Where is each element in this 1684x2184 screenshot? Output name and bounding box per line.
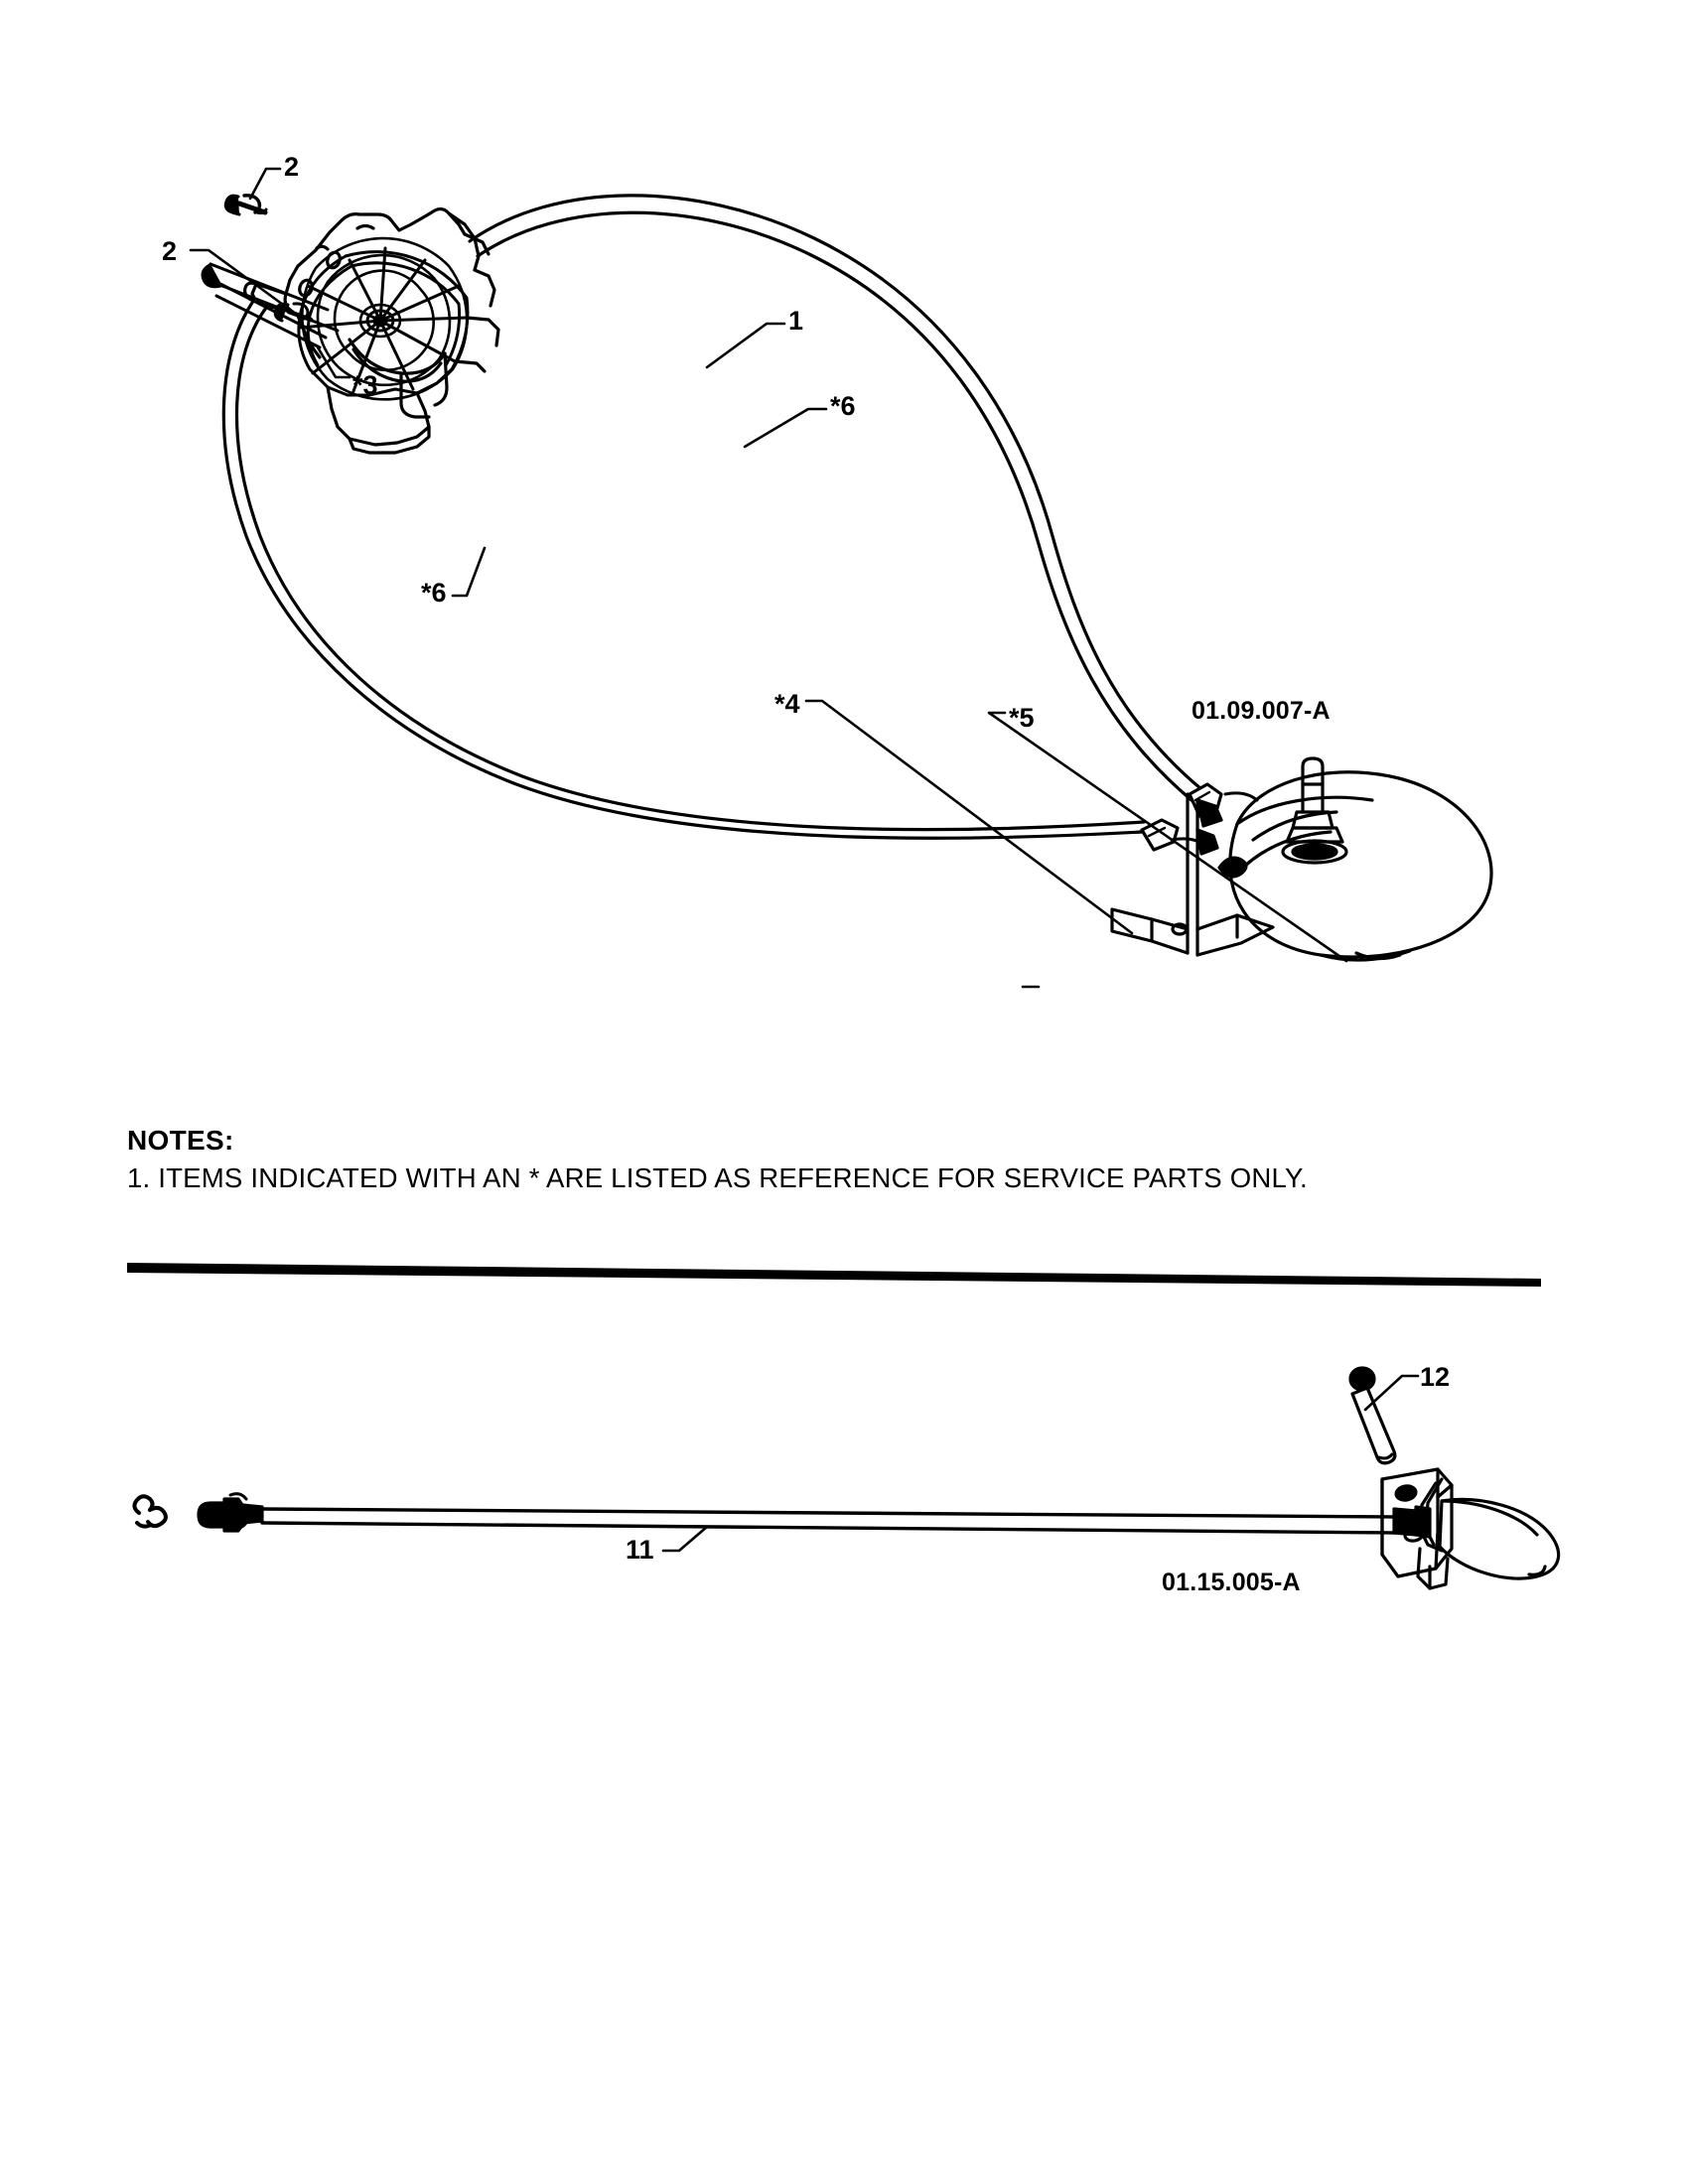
callout-5-gearbox: *5: [1009, 703, 1035, 733]
part-number-upper: 01.09.007-A: [1192, 697, 1331, 725]
gearbox-body: [1219, 772, 1491, 960]
drum-web-sector: [299, 238, 468, 399]
callout-1-cable: 1: [788, 306, 804, 336]
lower-leader-lines: [663, 987, 1418, 1551]
callout-11-cable: 11: [626, 1535, 654, 1565]
cable-left-ferrule: [199, 1494, 262, 1531]
mounting-bracket: [1112, 794, 1273, 955]
handle-tube: [203, 264, 338, 347]
part-number-lower: 01.15.005-A: [1162, 1569, 1301, 1596]
brake-cable-body: [262, 1509, 1396, 1533]
section-divider: [127, 1263, 1541, 1287]
callout-2-upper: 2: [284, 152, 300, 182]
cotter-pin-upper: [225, 196, 266, 214]
callout-2-lower: 2: [162, 236, 178, 266]
clevis-pin: [1350, 1368, 1395, 1463]
callout-4-bracket: *4: [774, 689, 800, 719]
cable-right-ferrule: [1394, 1507, 1430, 1537]
upper-leader-lines: [191, 169, 1346, 961]
notes-item-1: 1. ITEMS INDICATED WITH AN * ARE LISTED AS REFERENCE FOR SERVICE PARTS ONLY.: [127, 1162, 1308, 1193]
drive-cable-main: [470, 196, 1201, 800]
brake-lever-assembly: [1382, 1469, 1559, 1588]
notes-heading: NOTES:: [127, 1125, 234, 1156]
callout-3-housing: *3: [352, 370, 378, 400]
callout-6-right: *6: [830, 391, 856, 421]
cable-end-hook: [134, 1496, 165, 1526]
callout-6-left: *6: [421, 578, 447, 608]
notes-block: [127, 1125, 1418, 1194]
shift-drum-housing-body: [245, 209, 465, 357]
cable-ferrules: [1142, 784, 1257, 850]
cotter-pin-lower: [275, 304, 311, 321]
gearbox-output-shaft: [1283, 758, 1346, 863]
callout-12-pin: 12: [1420, 1362, 1451, 1392]
drum-skirt: [328, 340, 447, 453]
housing-tabs: [449, 213, 498, 371]
